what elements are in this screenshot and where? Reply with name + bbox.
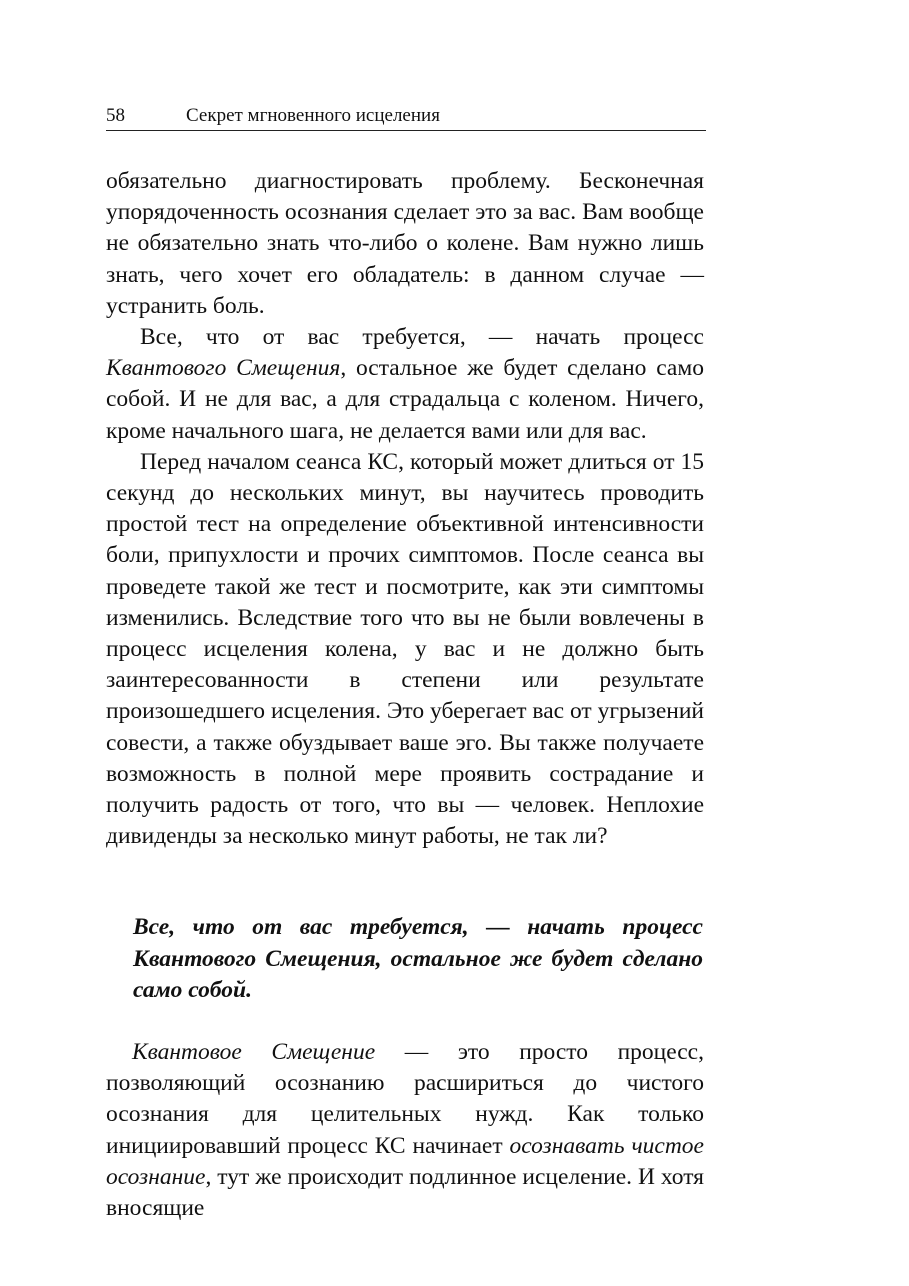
- paragraph-2-start: Все, что от вас требуется, — начать процесс: [140, 324, 704, 351]
- paragraph-1: обязательно диагностировать проблему. Бесконечная упорядоченность осознания сделает это за вас. Вам вообще не обязательно знать что-либо о колене. Вам нужно лишь знать, чего хочет его обладатель: в данном случае — устранить боль.: [106, 168, 704, 319]
- paragraph-2-end: , остальное же будет сделано само собой. И не для вас, а для страдальца с коленом. Ничего, кроме начального шага, не делается вами или для вас.: [106, 355, 704, 444]
- main-text: [106, 166, 704, 852]
- paragraph-3: Перед началом сеанса КС, который может длиться от 15 секунд до нескольких минут, вы научитесь проводить простой тест на определение объективной интенсивности боли, припухлости и прочих симптомов. После сеанса вы проведете такой же тест и посмотрите, как эти симптомы изменились. Вследствие того что вы не были вовлечены в процесс исцеления колена, у вас и не должно быть заинтересованности в степени или результате произошедшего исцеления. Это уберегает вас от угрызений совести, а также обуздывает ваше эго. Вы также получаете возможность в полной мере проявить сострадание и получить радость от того, что вы — человек. Неплохие дивиденды за несколько минут работы, не так ли?: [106, 448, 704, 850]
- paragraph-2-term: Квантового Смещения: [106, 355, 341, 382]
- paragraph-4-term: Квантовое Смещение: [132, 1039, 376, 1065]
- running-title: Секрет мгновенного исцеления: [186, 105, 440, 126]
- paragraph-2: [106, 322, 704, 447]
- pull-quote: Все, что от вас требуется, — начать процесс Квантового Смещения, остальное же будет сделано само собой.: [133, 914, 703, 1003]
- paragraph-4: [106, 1037, 704, 1224]
- paragraph-4-end: , тут же происходит подлинное исцеление. И хотя вносящие: [106, 1163, 704, 1222]
- paragraph-4-emphasis: осознавать чистое осознание: [106, 1132, 704, 1190]
- main-text-continued: [106, 1037, 704, 1224]
- page-header: [106, 102, 706, 131]
- page-number: 58: [106, 105, 125, 126]
- paragraph-4-mid: — это просто процесс, позволяющий осознанию расшириться до чистого осознания для целительных нужд. Как только инициировавший процесс КС начинает: [106, 1039, 704, 1159]
